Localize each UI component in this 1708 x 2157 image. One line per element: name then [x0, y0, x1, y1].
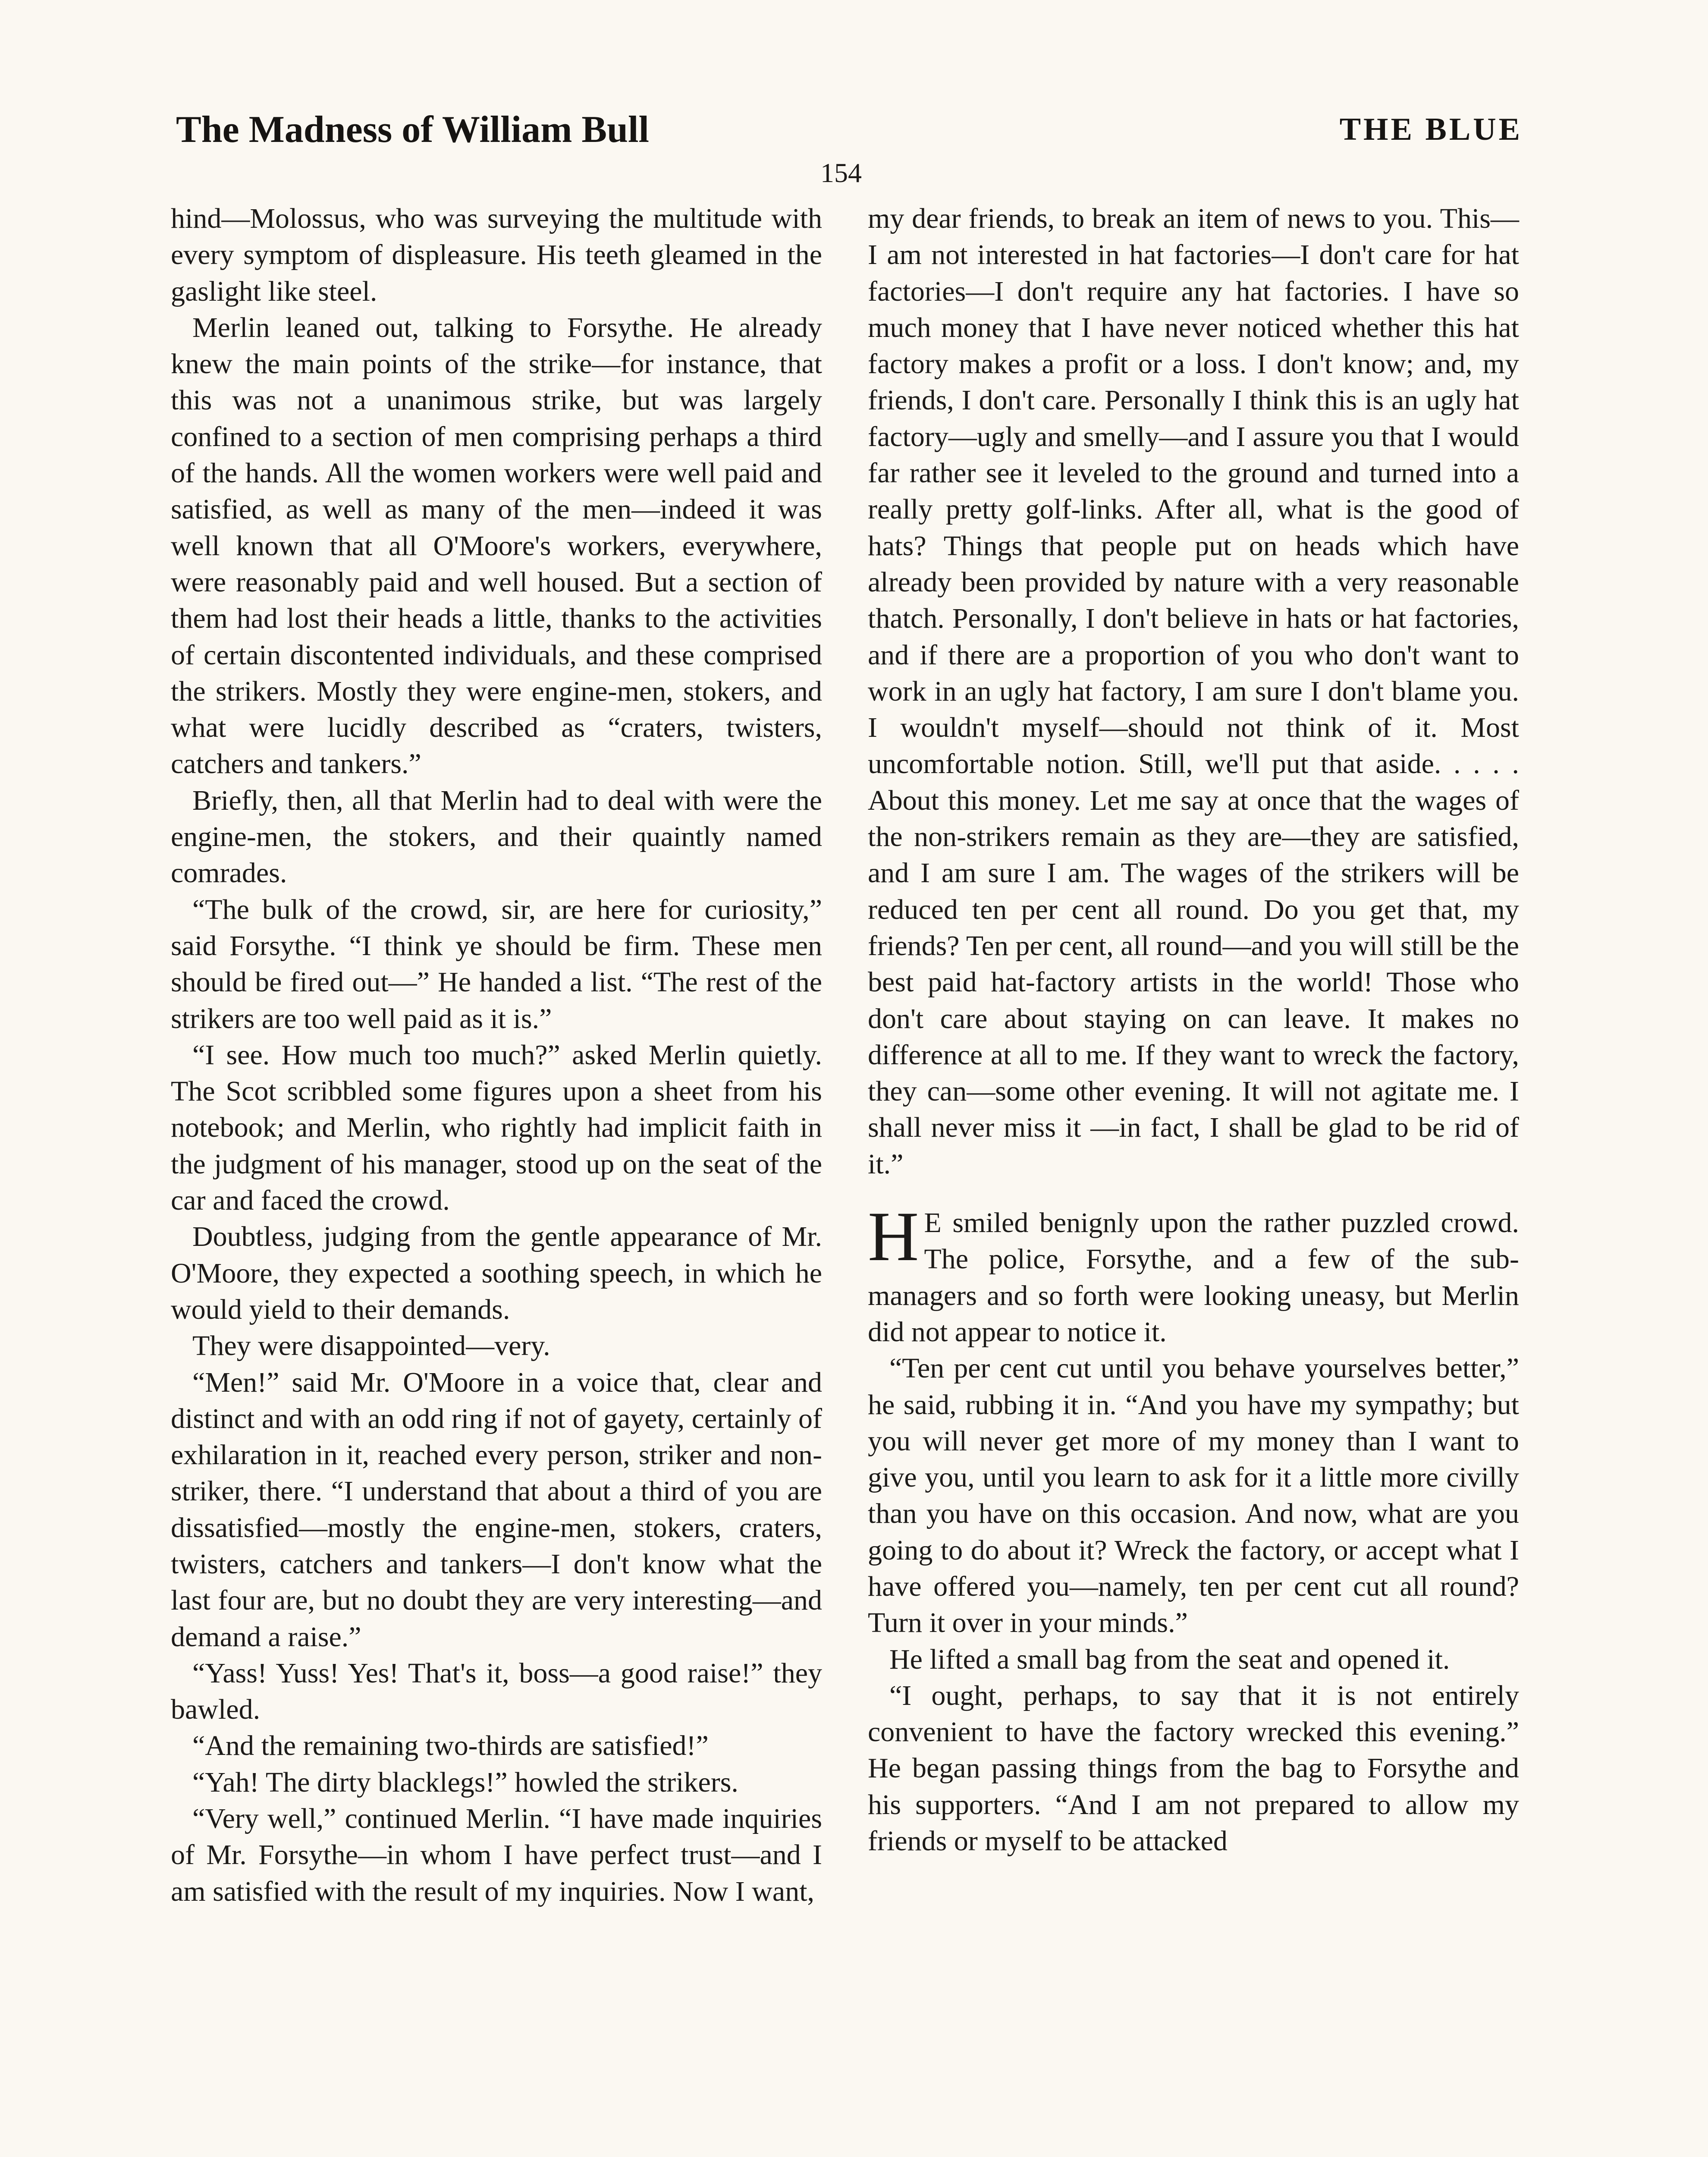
page-number: 154	[820, 157, 862, 188]
page-title: The Madness of William Bull	[176, 109, 649, 151]
drop-cap: H	[868, 1198, 919, 1276]
paragraph: Doubtless, judging from the gentle appearance of Mr. O'Moore, they expected a soothing speech, in which he would yield to their demands.	[171, 1221, 822, 1325]
paragraph: “I see. How much too much?” asked Merlin quietly. The Scot scribbled some figures upon a sheet from his notebook; and Merlin, who rightly had implicit faith in the judgment of his manager, stood up on the seat of the car and faced the crowd.	[171, 1039, 822, 1217]
paragraph: my dear friends, to break an item of news to you. This—I am not interested in hat factories—I don't care for hat factories—I don't require any hat factories. I have so much money that I have never noticed whether this hat factory makes a profit or a loss. I don't know; and, my friends, I don't care. Personally I think this is an ugly hat factory—ugly and smelly—and I assure you that I would far rather see it leveled to the ground and turned into a really pretty golf-links. After all, what is the good of hats? Things that people put on heads which have already been provided by nature with a very reasonable thatch. Personally, I don't believe in hats or hat factories, and if there are a proportion of you who don't want to work in an ugly hat factory, I am sure I don't blame you. I wouldn't myself—should not think of it. Most uncomfortable notion. Still, we'll put that aside. . . . . About this money. Let me say at once that the wages of the non-strikers remain as they are—they are satisfied, and I am sure I am. The wages of the strikers will be reduced ten per cent all round. Do you get that, my friends? Ten per cent, all round—and you will still be the best paid hat-factory artists in the world! Those who don't care about staying on can leave. It makes no difference at all to me. If they want to wreck the factory, they can—some other evening. It will not agitate me. I shall never miss it —in fact, I shall be glad to be rid of it.”	[868, 203, 1519, 1180]
paragraph: “And the remaining two-thirds are satisfied!”	[192, 1730, 709, 1762]
paragraph: They were disappointed—very.	[192, 1330, 550, 1362]
paragraph: hind—Molossus, who was surveying the multitude with every symptom of displeasure. His teeth gleamed in the gaslight like steel.	[171, 203, 822, 307]
paragraph: Merlin leaned out, talking to Forsythe. He already knew the main points of the strike—for instance, that this was not a unanimous strike, but was largely confined to a section of men comprising perhaps a third of the hands. All the women workers were well paid and satisfied, as well as many of the men—indeed it was well known that all O'Moore's workers, everywhere, were reasonably paid and well housed. But a section of them had lost their heads a little, thanks to the activities of certain discontented individuals, and these comprised the strikers. Mostly they were engine-men, stokers, and what were lucidly described as “craters, twisters, catchers and tankers.”	[171, 311, 822, 780]
paragraph: “Men!” said Mr. O'Moore in a voice that, clear and distinct and with an odd ring if not of gayety, certainly of exhilaration in it, reached every person, striker and non-striker, there. “I understand that about a third of you are dissatisfied—mostly the engine-men, stokers, craters, twisters, catchers and tankers—I don't know what the last four are, but no doubt they are very interesting—and demand a raise.”	[171, 1366, 822, 1653]
paragraph-text: E smiled benignly upon the rather puzzled crowd. The police, Forsythe, and a few of the sub-managers and so forth were looking uneasy, but Merlin did not appear to notice it.	[868, 1207, 1519, 1348]
paragraph: Briefly, then, all that Merlin had to deal with were the engine-men, the stokers, and their quaintly named comrades.	[171, 784, 822, 889]
paragraph: “The bulk of the crowd, sir, are here for curiosity,” said Forsythe. “I think ye should be firm. These men should be fired out—” He handed a list. “The rest of the strikers are too well paid as it is.”	[171, 893, 822, 1034]
paragraph: “Very well,” continued Merlin. “I have made inquiries of Mr. Forsythe—in whom I have perfect trust—and I am satisfied with the result of my inquiries. Now I want,	[171, 1803, 822, 1907]
paragraph: “Yah! The dirty blacklegs!” howled the strikers.	[192, 1766, 738, 1798]
paragraph: “Yass! Yuss! Yes! That's it, boss—a good raise!” they bawled.	[171, 1657, 822, 1726]
magazine-name: THE BLUE	[1339, 112, 1523, 147]
paragraph: “I ought, perhaps, to say that it is not entirely convenient to have the factory wrecked this evening.” He began passing things from the bag to Forsythe and his supporters. “And I am not prepared to allow my friends or myself to be attacked	[868, 1679, 1519, 1857]
paragraph: He lifted a small bag from the seat and opened it.	[889, 1643, 1450, 1675]
right-column	[868, 201, 1519, 1859]
left-column	[171, 201, 822, 1910]
section-opening-paragraph	[868, 1198, 1519, 1350]
paragraph: “Ten per cent cut until you behave yourselves better,” he said, rubbing it in. “And you have my sympathy; but you will never get more of my money than I want to give you, until you learn to ask for it a little more civilly than you have on this occasion. And now, what are you going to do about it? Wreck the factory, or accept what I have offered you—namely, ten per cent cut all round? Turn it over in your minds.”	[868, 1352, 1519, 1639]
